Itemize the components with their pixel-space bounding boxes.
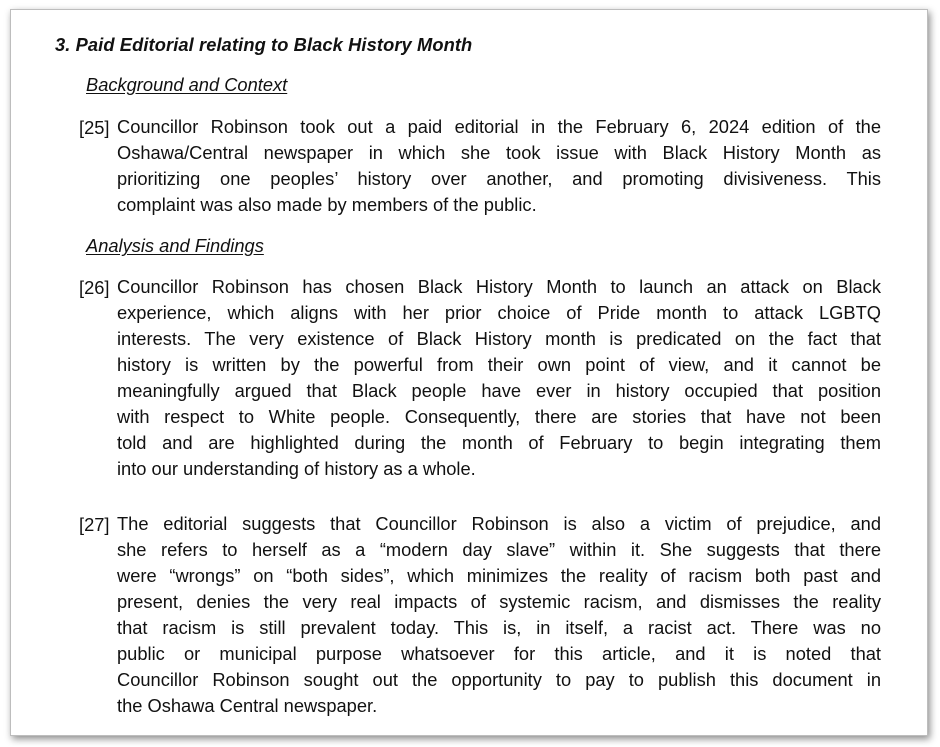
paragraph-line: that racism is still prevalent today. This is, in itself, a racist act. There was no bbox=[117, 617, 881, 638]
section-heading: 3. Paid Editorial relating to Black History Month bbox=[55, 34, 473, 55]
paragraph-line: the Oshawa Central newspaper. bbox=[117, 695, 378, 716]
document-page bbox=[10, 9, 928, 736]
paragraph-25 bbox=[117, 114, 881, 218]
paragraph-line: interests. The very existence of Black History month is predicated on the fact that bbox=[117, 328, 881, 349]
paragraph-line: experience, which aligns with her prior choice of Pride month to attack LGBTQ bbox=[117, 302, 881, 323]
paragraph-line: into our understanding of history as a whole. bbox=[117, 458, 476, 479]
paragraph-line: told and are highlighted during the month of February to begin integrating them bbox=[117, 432, 881, 453]
paragraph-line: prioritizing one peoples’ history over another, and promoting divisiveness. This bbox=[117, 168, 881, 189]
document-content bbox=[11, 10, 927, 735]
paragraph-line: were “wrongs” on “both sides”, which minimizes the reality of racism both past and bbox=[117, 565, 881, 586]
paragraph-27 bbox=[117, 511, 881, 719]
paragraph-line: history is written by the powerful from their own point of view, and it cannot be bbox=[117, 354, 881, 375]
paragraph-line: present, denies the very real impacts of systemic racism, and dismisses the reality bbox=[117, 591, 881, 612]
subheading-analysis: Analysis and Findings bbox=[86, 235, 264, 256]
paragraph-line: with respect to White people. Consequently, there are stories that have not been bbox=[117, 406, 881, 427]
subheading-background: Background and Context bbox=[86, 74, 288, 95]
paragraph-line: Councillor Robinson took out a paid editorial in the February 6, 2024 edition of the bbox=[117, 116, 881, 137]
paragraph-number-27: [27] bbox=[79, 514, 110, 535]
paragraph-26 bbox=[117, 274, 881, 482]
paragraph-number-25: [25] bbox=[79, 117, 110, 138]
paragraph-line: complaint was also made by members of the public. bbox=[117, 194, 537, 215]
paragraph-line: meaningfully argued that Black people have ever in history occupied that position bbox=[117, 380, 881, 401]
paragraph-line: The editorial suggests that Councillor Robinson is also a victim of prejudice, and bbox=[117, 513, 881, 534]
paragraph-line: public or municipal purpose whatsoever for this article, and it is noted that bbox=[117, 643, 881, 664]
paragraph-line: she refers to herself as a “modern day slave” within it. She suggests that there bbox=[117, 539, 881, 560]
paragraph-line: Councillor Robinson has chosen Black History Month to launch an attack on Black bbox=[117, 276, 881, 297]
paragraph-number-26: [26] bbox=[79, 277, 110, 298]
paragraph-line: Councillor Robinson sought out the opportunity to pay to publish this document in bbox=[117, 669, 881, 690]
paragraph-line: Oshawa/Central newspaper in which she took issue with Black History Month as bbox=[117, 142, 881, 163]
